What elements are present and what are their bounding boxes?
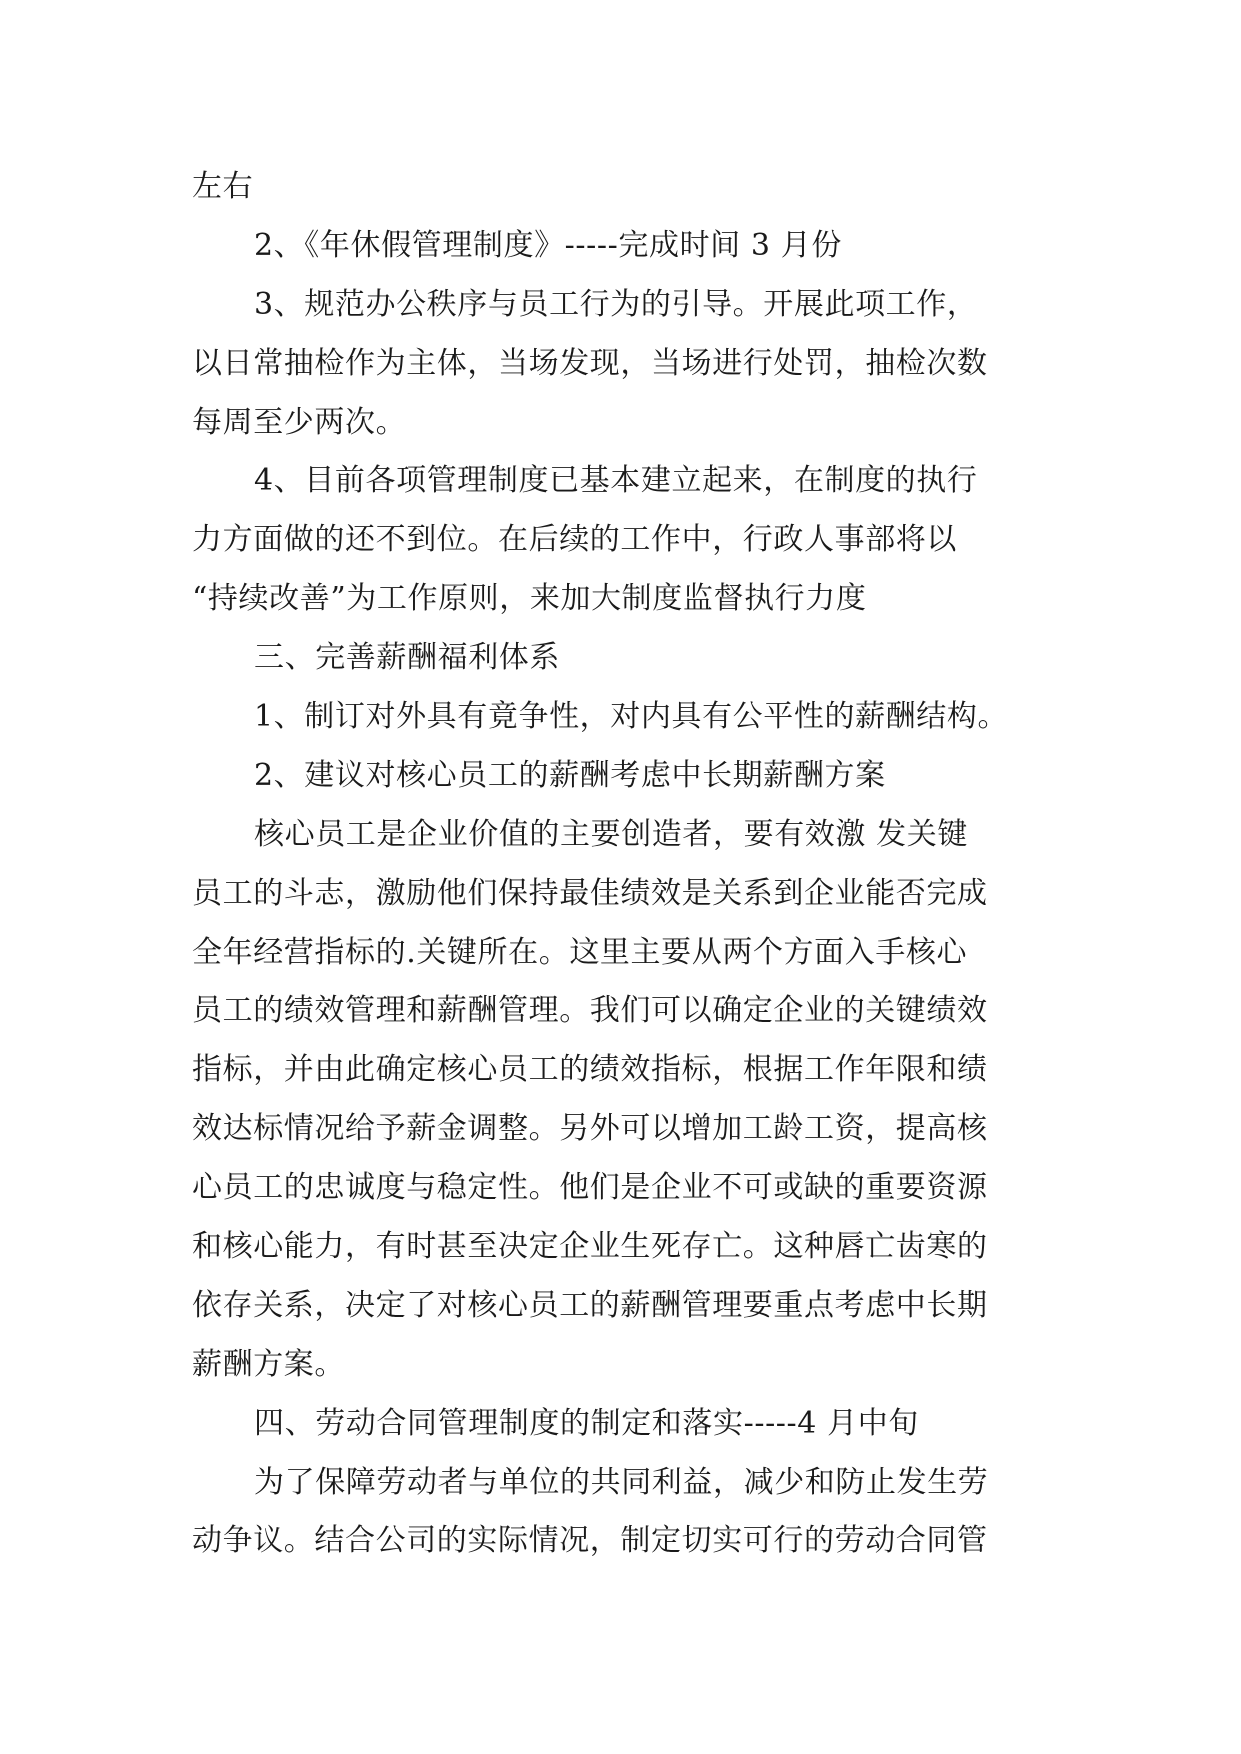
text-line: 2、建议对核心员工的薪酬考虑中长期薪酬方案 — [254, 757, 886, 793]
text-line: 员工的绩效管理和薪酬管理。我们可以确定企业的关键绩效 — [192, 993, 988, 1029]
text-line: 1、制订对外具有竟争性，对内具有公平性的薪酬结构。 — [254, 699, 1009, 735]
section-heading: 四、劳动合同管理制度的制定和落实-----4 月中旬 — [254, 1405, 919, 1441]
text-line: 力方面做的还不到位。在后续的工作中，行政人事部将以 — [192, 522, 957, 558]
text-line: “持续改善”为工作原则，来加大制度监督执行力度 — [192, 581, 867, 617]
text-line: 动争议。结合公司的实际情况，制定切实可行的劳动合同管 — [192, 1523, 988, 1559]
text-line: 为了保障劳动者与单位的共同利益，减少和防止发生劳 — [254, 1464, 989, 1500]
text-line: 左右 — [192, 169, 254, 204]
document-body — [192, 158, 1052, 1571]
text-line: 指标，并由此确定核心员工的绩效指标，根据工作年限和绩 — [192, 1052, 988, 1088]
text-line: 薪酬方案。 — [192, 1346, 345, 1382]
text-line: 2、《年休假管理制度》-----完成时间 3 月份 — [254, 227, 842, 263]
text-line: 心员工的忠诚度与稳定性。他们是企业不可或缺的重要资源 — [192, 1170, 988, 1206]
text-line: 4、目前各项管理制度已基本建立起来，在制度的执行 — [254, 463, 978, 499]
text-line: 依存关系，决定了对核心员工的薪酬管理要重点考虑中长期 — [192, 1287, 988, 1323]
text-line: 员工的斗志，激励他们保持最佳绩效是关系到企业能否完成 — [192, 875, 988, 911]
section-heading: 三、完善薪酬福利体系 — [254, 640, 560, 676]
text-line: 3、规范办公秩序与员工行为的引导。开展此项工作， — [254, 286, 978, 322]
text-line: 以日常抽检作为主体，当场发现，当场进行处罚，抽检次数 — [192, 345, 988, 381]
text-line: 和核心能力，有时甚至决定企业生死存亡。这种唇亡齿寒的 — [192, 1229, 988, 1265]
text-line: 核心员工是企业价值的主要创造者，要有效激 发关键 — [254, 816, 968, 852]
text-line: 全年经营指标的.关键所在。这里主要从两个方面入手核心 — [192, 934, 968, 970]
text-line: 每周至少两次。 — [192, 404, 407, 440]
text-line: 效达标情况给予薪金调整。另外可以增加工龄工资，提高核 — [192, 1111, 988, 1147]
